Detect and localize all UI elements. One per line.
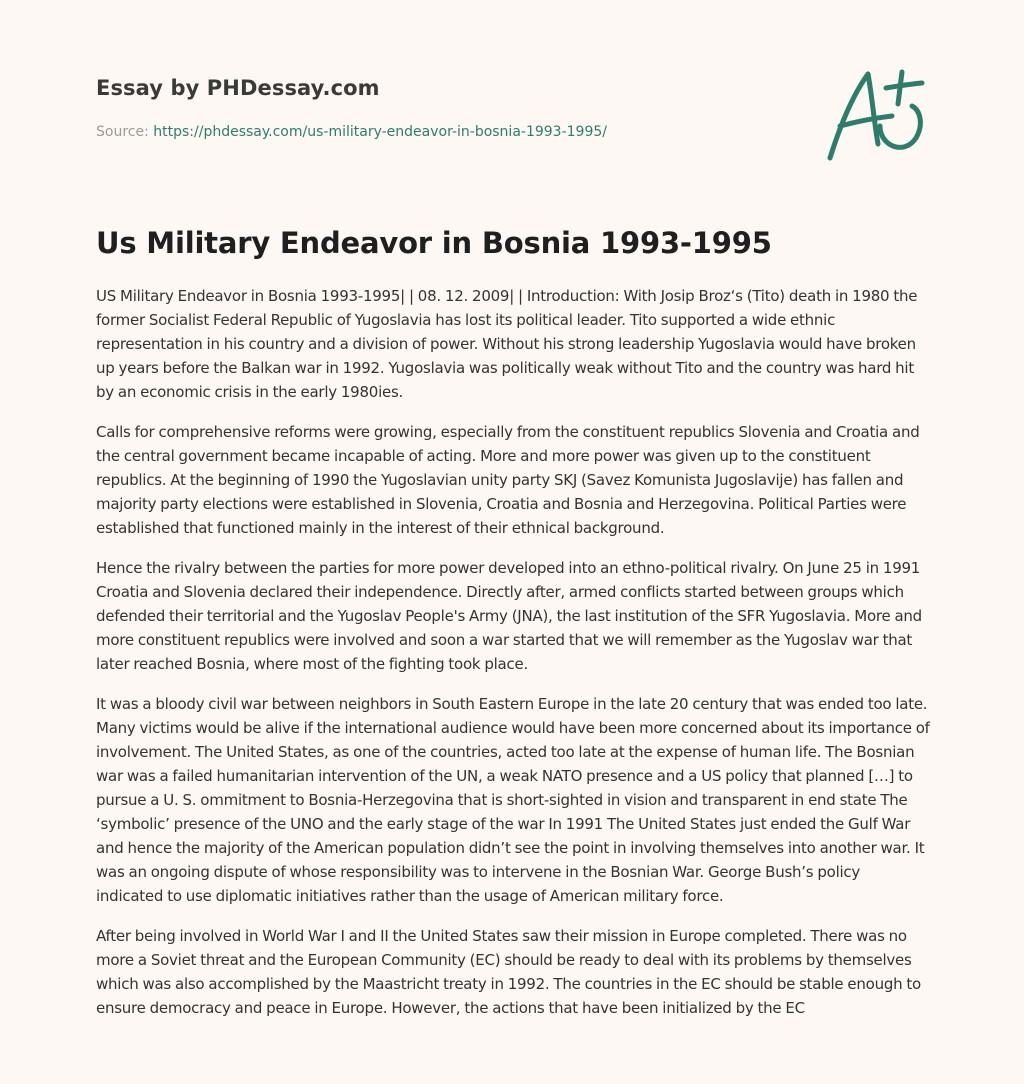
a-plus-logo: [820, 66, 930, 166]
source-line: [96, 124, 607, 140]
essay-title: Us Military Endeavor in Bosnia 1993-1995: [96, 226, 772, 260]
essay-paragraph: It was a bloody civil war between neighbors in South Eastern Europe in the late 20 century that was ended too late. Many victims would be alive if the international audience would have been more concerned about its importance of involvement. The United States, as one of the countries, acted too late at the expense of human life. The Bosnian war was a failed humanitarian intervention of the UN, a weak NATO presence and a US policy that planned […] to pursue a U. S. ommitment to Bosnia-Herzegovina that is short-sighted in vision and transparent in end state The ‘symbolic’ presence of the UNO and the early stage of the war In 1991 The United States just ended the Gulf War and hence the majority of the American population didn’t see the point in involving themselves into another war. It was an ongoing dispute of whose responsibility was to intervene in the Bosnian War. George Bush’s policy indicated to use diplomatic initiatives rather than the usage of American military force.: [96, 695, 930, 905]
essay-paragraph: After being involved in World War I and II the United States saw their mission in Europe completed. There was no more a Soviet threat and the European Community (EC) should be ready to deal with its problems by themselves which was also accomplished by the Maastricht treaty in 1992. The countries in the EC should be stable enough to ensure democracy and peace in Europe. However, the actions that have been initialized by the EC: [96, 927, 921, 1017]
essay-paragraph: Calls for comprehensive reforms were growing, especially from the constituent republics Slovenia and Croatia and the central government became incapable of acting. More and more power was given up to the constituent republics. At the beginning of 1990 the Yugoslavian unity party SKJ (Savez Komunista Jugoslavije) has fallen and majority party elections were established in Slovenia, Croatia and Bosnia and Herzegovina. Political Parties were established that functioned mainly in the interest of their ethnical background.: [96, 423, 920, 537]
source-label: Source:: [96, 124, 149, 140]
site-brand: Essay by PHDessay.com: [96, 76, 380, 100]
source-link[interactable]: https://phdessay.com/us-military-endeavor-in-bosnia-1993-1995/: [153, 124, 607, 140]
essay-body: [96, 284, 930, 1036]
a-plus-logo-icon: [820, 66, 930, 166]
essay-paragraph: US Military Endeavor in Bosnia 1993-1995| | 08. 12. 2009| | Introduction: With Josip Broz‘s (Tito) death in 1980 the former Socialist Federal Republic of Yugoslavia has lost its political leader. Tito supported a wide ethnic representation in his country and a division of power. Without his strong leadership Yugoslavia would have broken up years before the Balkan war in 1992. Yugoslavia was politically weak without Tito and the country was hard hit by an economic crisis in the early 1980ies.: [96, 287, 918, 401]
essay-paragraph: Hence the rivalry between the parties for more power developed into an ethno-political rivalry. On June 25 in 1991 Croatia and Slovenia declared their independence. Directly after, armed conflicts started between groups which defended their territorial and the Yugoslav People's Army (JNA), the last institution of the SFR Yugoslavia. More and more constituent republics were involved and soon a war started that we will remember as the Yugoslav war that later reached Bosnia, where most of the fighting took place.: [96, 559, 922, 673]
